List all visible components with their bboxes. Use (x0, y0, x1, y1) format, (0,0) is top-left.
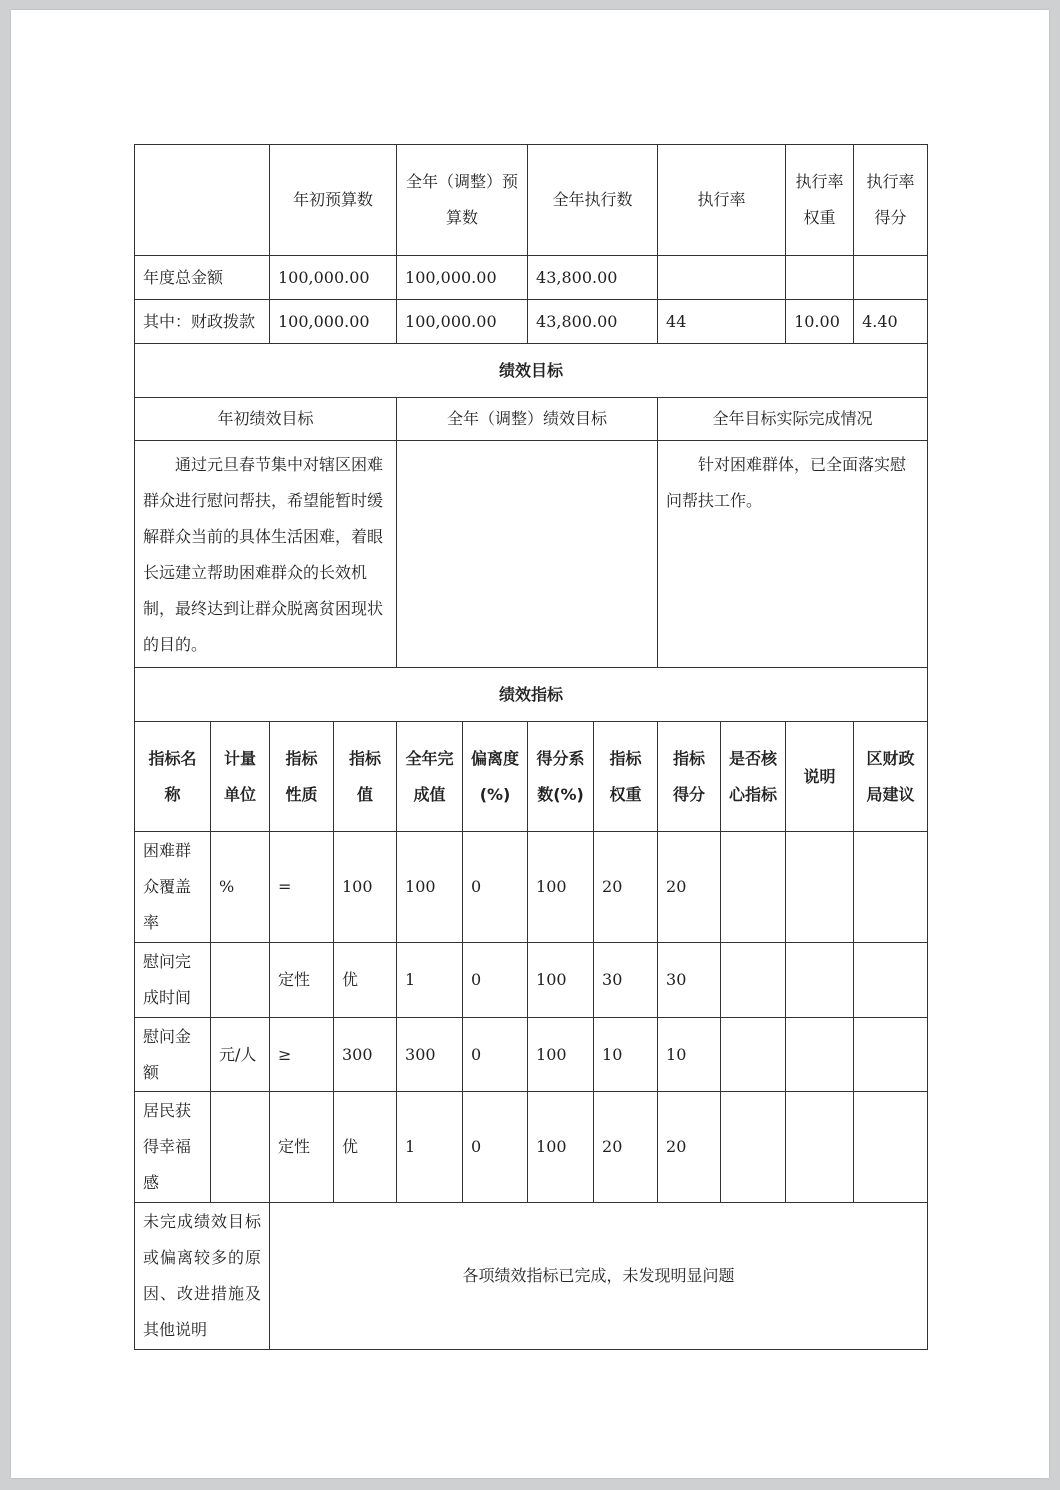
budget-header-weight: 执行率权重 (786, 145, 854, 256)
indicator-row (135, 943, 928, 1018)
budget-rate-value (658, 256, 786, 300)
adjusted-goal-text (397, 441, 658, 668)
indicator-unit: % (211, 832, 270, 943)
indicator-header-coefficient: 得分系数(%) (528, 722, 594, 832)
indicator-header-actual: 全年完成值 (397, 722, 463, 832)
indicator-note (786, 1092, 854, 1203)
budget-weight-value: 10.00 (786, 300, 854, 344)
indicator-advice (854, 1018, 928, 1092)
budget-header-score: 执行率得分 (854, 145, 928, 256)
goals-header-row (135, 398, 928, 441)
indicator-actual: 1 (397, 1092, 463, 1203)
indicator-header-note: 说明 (786, 722, 854, 832)
indicator-coefficient: 100 (528, 943, 594, 1018)
goals-header-adjusted: 全年（调整）绩效目标 (397, 398, 658, 441)
indicator-deviation: 0 (463, 1092, 528, 1203)
indicator-score: 10 (658, 1018, 721, 1092)
indicator-deviation: 0 (463, 943, 528, 1018)
indicator-core (721, 943, 786, 1018)
budget-header-rate: 执行率 (658, 145, 786, 256)
indicator-advice (854, 943, 928, 1018)
budget-header-executed: 全年执行数 (528, 145, 658, 256)
indicator-deviation: 0 (463, 832, 528, 943)
indicator-name: 慰问完成时间 (135, 943, 211, 1018)
indicator-nature: 定性 (270, 1092, 334, 1203)
indicator-coefficient: 100 (528, 832, 594, 943)
indicators-section-title: 绩效指标 (135, 668, 928, 722)
indicator-coefficient: 100 (528, 1018, 594, 1092)
indicator-header-weight: 指标权重 (594, 722, 658, 832)
indicator-value: 100 (334, 832, 397, 943)
goals-header-actual: 全年目标实际完成情况 (658, 398, 928, 441)
budget-initial-value: 100,000.00 (270, 256, 397, 300)
remarks-row (135, 1203, 928, 1350)
indicator-advice (854, 1092, 928, 1203)
budget-corner-cell (135, 145, 270, 256)
indicator-unit (211, 943, 270, 1018)
budget-header-adjusted: 全年（调整）预算数 (397, 145, 528, 256)
budget-header-row (135, 145, 928, 256)
indicator-header-core: 是否核心指标 (721, 722, 786, 832)
budget-weight-value (786, 256, 854, 300)
indicator-actual: 100 (397, 832, 463, 943)
indicator-core (721, 832, 786, 943)
indicator-note (786, 1018, 854, 1092)
indicator-note (786, 832, 854, 943)
indicator-coefficient: 100 (528, 1092, 594, 1203)
indicator-core (721, 1092, 786, 1203)
indicator-weight: 20 (594, 1092, 658, 1203)
indicator-name: 慰问金额 (135, 1018, 211, 1092)
indicators-title-row (135, 668, 928, 722)
budget-row-total (135, 256, 928, 300)
budget-executed-value: 43,800.00 (528, 300, 658, 344)
indicator-score: 20 (658, 1092, 721, 1203)
indicator-weight: 10 (594, 1018, 658, 1092)
indicator-value: 优 (334, 943, 397, 1018)
indicator-note (786, 943, 854, 1018)
goals-content-row (135, 441, 928, 668)
indicator-value: 300 (334, 1018, 397, 1092)
budget-row-label: 其中：财政拨款 (135, 300, 270, 344)
budget-initial-value: 100,000.00 (270, 300, 397, 344)
goals-section-title: 绩效目标 (135, 344, 928, 398)
indicator-deviation: 0 (463, 1018, 528, 1092)
budget-rate-value: 44 (658, 300, 786, 344)
budget-header-initial: 年初预算数 (270, 145, 397, 256)
indicator-header-value: 指标值 (334, 722, 397, 832)
indicator-header-name: 指标名称 (135, 722, 211, 832)
budget-score-value (854, 256, 928, 300)
indicator-advice (854, 832, 928, 943)
indicator-nature: = (270, 832, 334, 943)
remarks-text: 各项绩效指标已完成，未发现明显问题 (270, 1203, 928, 1350)
indicators-header-row (135, 722, 928, 832)
indicator-unit: 元/人 (211, 1018, 270, 1092)
actual-completion-text: 针对困难群体，已全面落实慰问帮扶工作。 (658, 441, 928, 668)
indicator-header-nature: 指标性质 (270, 722, 334, 832)
indicator-header-advice: 区财政局建议 (854, 722, 928, 832)
indicator-unit (211, 1092, 270, 1203)
indicator-actual: 300 (397, 1018, 463, 1092)
budget-adjusted-value: 100,000.00 (397, 256, 528, 300)
budget-adjusted-value: 100,000.00 (397, 300, 528, 344)
goals-header-initial: 年初绩效目标 (135, 398, 397, 441)
indicator-name: 居民获得幸福感 (135, 1092, 211, 1203)
budget-row-label: 年度总金额 (135, 256, 270, 300)
remarks-label: 未完成绩效目标或偏离较多的原因、改进措施及其他说明 (135, 1203, 270, 1350)
initial-goal-text: 通过元旦春节集中对辖区困难群众进行慰问帮扶，希望能暂时缓解群众当前的具体生活困难，着眼长远建立帮助困难群众的长效机制，最终达到让群众脱离贫困现状的目的。 (135, 441, 397, 668)
indicator-header-unit: 计量单位 (211, 722, 270, 832)
goals-title-row (135, 344, 928, 398)
performance-table (134, 144, 928, 1350)
indicator-nature: ≥ (270, 1018, 334, 1092)
indicator-value: 优 (334, 1092, 397, 1203)
budget-row-fiscal (135, 300, 928, 344)
indicator-nature: 定性 (270, 943, 334, 1018)
indicator-header-score: 指标得分 (658, 722, 721, 832)
indicator-actual: 1 (397, 943, 463, 1018)
indicator-core (721, 1018, 786, 1092)
indicator-weight: 30 (594, 943, 658, 1018)
indicator-score: 20 (658, 832, 721, 943)
indicator-score: 30 (658, 943, 721, 1018)
indicator-row (135, 1092, 928, 1203)
indicator-header-deviation: 偏离度(%) (463, 722, 528, 832)
budget-executed-value: 43,800.00 (528, 256, 658, 300)
indicator-row (135, 832, 928, 943)
budget-score-value: 4.40 (854, 300, 928, 344)
indicator-name: 困难群众覆盖率 (135, 832, 211, 943)
indicator-row (135, 1018, 928, 1092)
indicator-weight: 20 (594, 832, 658, 943)
